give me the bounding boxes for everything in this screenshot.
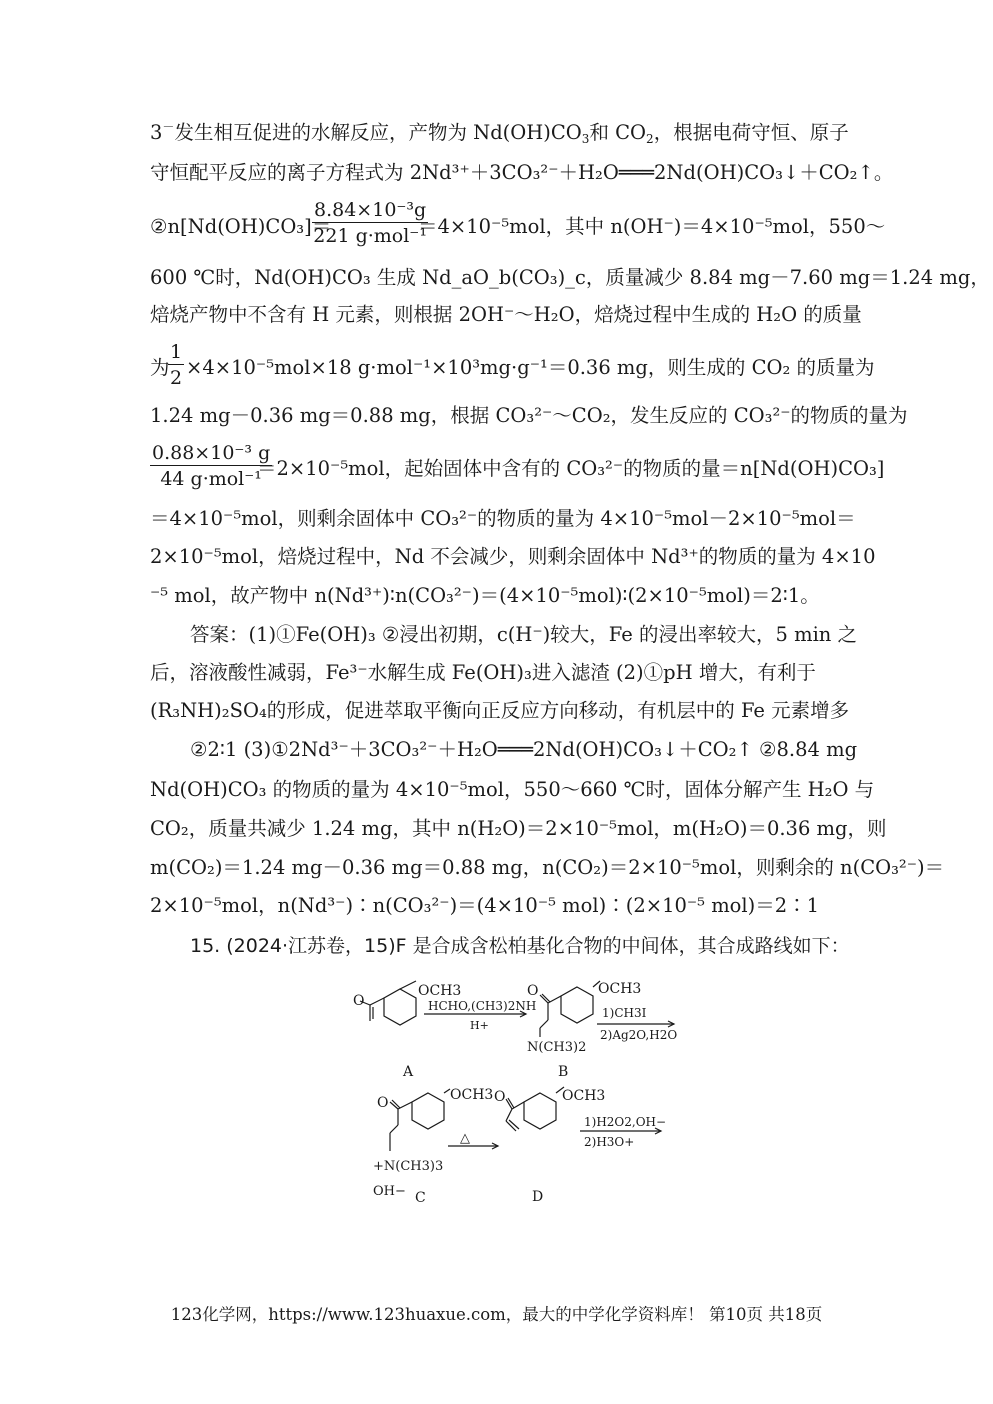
label-a: A [403,1064,414,1080]
answer-line-3: (R₃NH)₂SO₄的形成，促进萃取平衡向正反应方向移动，有机层中的 Fe 元素增多 [150,699,850,722]
compound-b-och3: OCH3 [598,981,642,997]
analysis-line-10: 2×10⁻⁵mol，焙烧过程中，Nd 不会减少，则剩余固体中 Nd³⁺的物质的量为 4×10 [150,545,876,568]
fraction-mass-over-molar-mass: 8.84×10⁻³g 221 g·mol⁻¹ [313,199,427,247]
compound-d-o: O [494,1089,506,1105]
compound-d-och3: OCH3 [562,1088,606,1104]
answer-line-8: 2×10⁻⁵mol，n(Nd³⁻)∶n(CO₃²⁻)＝(4×10⁻⁵ mol)∶(2×10⁻⁵ mol)＝2∶1 [150,894,820,917]
compound-b-structure [540,981,600,1037]
compound-c-och3: OCH3 [450,1087,494,1103]
compound-c-hydroxide: OH− [373,1184,406,1199]
answer-line-6: CO₂，质量共减少 1.24 mg，其中 n(H₂O)＝2×10⁻⁵mol，m(H₂O)＝0.36 mg，则 [150,817,887,840]
answer-line-7: m(CO₂)＝1.24 mg－0.36 mg＝0.88 mg，n(CO₂)＝2×10⁻⁵mol，则剩余的 n(CO₃²⁻)＝ [150,856,945,879]
analysis-line-8-post: ＝2×10⁻⁵mol，起始固体中含有的 CO₃²⁻的物质的量＝n[Nd(OH)CO₃] [257,457,885,480]
compound-c-o: O [377,1095,389,1111]
compound-b-nme2: N(CH3)2 [527,1040,587,1055]
page-footer: 123化学网，https://www.123huaxue.com，最大的中学化学资料库！ 第10页 共18页 [170,1305,823,1324]
compound-a-och3: OCH3 [418,983,462,999]
analysis-line-7: 1.24 mg－0.36 mg＝0.88 mg，根据 CO₃²⁻～CO₂，发生反应的 CO₃²⁻的物质的量为 [150,404,908,427]
analysis-line-1: 3－发生相互促进的水解反应，产物为 $Nd(OH)CO_3$和 $CO_2$，根据电荷守恒、原子 [150,120,849,146]
answer-line-1: 答案：(1)①Fe(OH)₃ ②浸出初期，c(H⁻)较大，Fe 的浸出率较大，5 min 之 [190,623,858,646]
analysis-line-3-post: ＝4×10⁻⁵mol，其中 n(OH⁻)＝4×10⁻⁵mol，550～ [418,215,886,238]
analysis-line-11: ⁻⁵ mol，故产物中 n(Nd³⁺)∶n(CO₃²⁻)＝(4×10⁻⁵mol)∶(2×10⁻⁵mol)＝2∶1。 [150,584,820,607]
analysis-line-1-start: 3 [150,121,163,144]
arrow1-condition: H+ [470,1019,489,1032]
compound-a-structure [360,981,416,1025]
fraction-one-half: $\frac{1}{2}$ [170,341,183,389]
question-15: 15. (2024·江苏卷，15)F 是合成含松柏基化合物的中间体，其合成路线如下： [190,935,850,957]
label-c: C [415,1190,426,1206]
analysis-line-6-pre: 为 [150,356,170,379]
arrow2-step1: 1)CH3I [602,1006,647,1020]
arrow4-step1: 1)H2O2,OH− [584,1115,667,1129]
arrow1-reagent: HCHO,(CH3)2NH [428,999,537,1013]
label-d: D [532,1189,544,1205]
answer-line-5: Nd(OH)CO₃ 的物质的量为 4×10⁻⁵mol，550～660 ℃时，固体分解产生 H₂O 与 [150,778,875,801]
analysis-line-3-pre: ②n[Nd(OH)CO₃]＝ [150,215,332,238]
compound-a-o: O [353,993,365,1009]
compound-b-o: O [527,983,539,999]
analysis-line-6-post: ×4×10⁻⁵mol×18 g·mol⁻¹×10³mg·g⁻¹＝0.36 mg，则生成的 CO₂ 的质量为 [186,356,875,379]
arrow4-step2: 2)H3O+ [584,1135,635,1149]
analysis-line-2: 守恒配平反应的离子方程式为 2Nd³⁺＋3CO₃²⁻＋H₂O═══2Nd(OH)CO₃↓＋CO₂↑。 [150,161,894,184]
arrow3-heat: △ [460,1131,470,1146]
arrow2-step2: 2)Ag2O,H2O [600,1028,678,1042]
fraction-co2-mass: 0.88×10⁻³ g 44 g·mol⁻¹ [152,442,271,490]
answer-line-2: 后，溶液酸性减弱，Fe³⁻水解生成 Fe(OH)₃进入滤渣 (2)①pH 增大，有利于 [150,661,816,684]
compound-c-structure [390,1089,450,1151]
compound-c-nme3: +N(CH3)3 [373,1159,444,1174]
compound-d-structure [506,1087,564,1131]
analysis-line-9: ＝4×10⁻⁵mol，则剩余固体中 CO₃²⁻的物质的量为 4×10⁻⁵mol－2×10⁻⁵mol＝ [150,507,856,530]
synthesis-scheme [0,965,993,1225]
label-b: B [558,1064,569,1080]
analysis-line-5: 焙烧产物中不含有 H 元素，则根据 2OH⁻～H₂O，焙烧过程中生成的 H₂O 的质量 [150,303,862,326]
analysis-line-4: 600 ℃时，Nd(OH)CO₃ 生成 Nd_aO_b(CO₃)_c，质量减少 8.84 mg－7.60 mg＝1.24 mg， [150,266,990,289]
answer-line-4: ②2∶1 (3)①2Nd³⁻＋3CO₃²⁻＋H₂O═══2Nd(OH)CO₃↓＋CO₂↑ ②8.84 mg [190,738,858,761]
